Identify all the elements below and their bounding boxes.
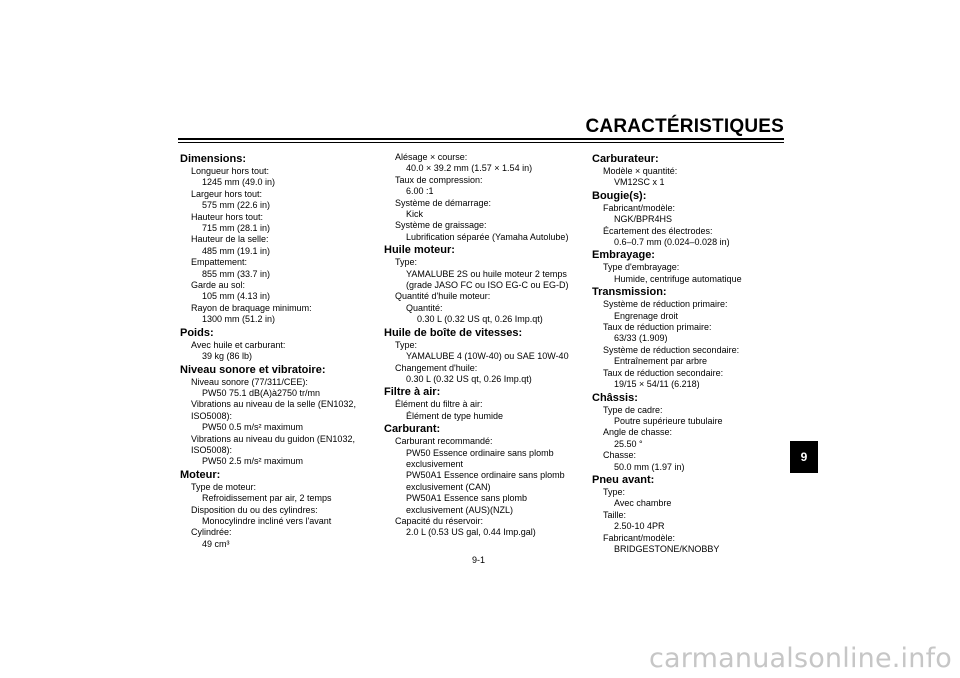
spec-value: 40.0 × 39.2 mm (1.57 × 1.54 in) bbox=[406, 163, 533, 174]
spec-value: exclusivement (AUS)(NZL) bbox=[406, 504, 514, 515]
spec-label: Vibrations au niveau du guidon (EN1032, bbox=[191, 433, 355, 444]
spec-value: Refroidissement par air, 2 temps bbox=[202, 493, 332, 504]
spec-label: Type: bbox=[395, 339, 418, 350]
spec-label: Écartement des électrodes: bbox=[603, 225, 713, 236]
spec-column-3 bbox=[592, 152, 792, 555]
chapter-tab: 9 bbox=[790, 441, 818, 473]
section-heading: Huile moteur: bbox=[384, 244, 455, 257]
section-heading: Poids: bbox=[180, 326, 214, 339]
spec-value: Monocylindre incliné vers l'avant bbox=[202, 515, 332, 526]
spec-label: Changement d'huile: bbox=[395, 362, 478, 373]
spec-value: PW50 75.1 dB(A)à2750 tr/mn bbox=[202, 387, 321, 398]
spec-value: Poutre supérieure tubulaire bbox=[614, 415, 723, 426]
section-heading: Pneu avant: bbox=[592, 473, 655, 486]
spec-label: Taux de réduction secondaire: bbox=[603, 367, 724, 378]
spec-value: exclusivement bbox=[406, 458, 464, 469]
spec-value: PW50A1 Essence ordinaire sans plomb bbox=[406, 470, 565, 481]
spec-value: 2.50-10 4PR bbox=[614, 521, 665, 532]
spec-label: Vibrations au niveau de la selle (EN1032, bbox=[191, 399, 356, 410]
spec-label: Système de graissage: bbox=[395, 220, 487, 231]
spec-label: Type d'embrayage: bbox=[603, 262, 680, 273]
spec-label: Largeur hors tout: bbox=[191, 188, 263, 199]
spec-value: Entraînement par arbre bbox=[614, 356, 708, 367]
header-rule-thick bbox=[178, 138, 784, 140]
spec-column-1 bbox=[180, 152, 380, 550]
page-title: CARACTÉRISTIQUES bbox=[585, 116, 784, 137]
spec-value: 25.50 ° bbox=[614, 438, 643, 449]
spec-label: ISO5008): bbox=[191, 444, 233, 455]
spec-column-2 bbox=[384, 152, 584, 539]
spec-value: (grade JASO FC ou ISO EG-C ou EG-D) bbox=[406, 280, 569, 291]
section-heading: Huile de boîte de vitesses: bbox=[384, 326, 523, 339]
spec-label: Niveau sonore (77/311/CEE): bbox=[191, 376, 308, 387]
page-number: 9-1 bbox=[472, 555, 486, 565]
spec-value: Kick bbox=[406, 209, 424, 220]
spec-label: Longueur hors tout: bbox=[191, 166, 270, 176]
spec-label: Rayon de braquage minimum: bbox=[191, 302, 312, 313]
spec-label: Taux de compression: bbox=[395, 174, 483, 185]
spec-label: Empattement: bbox=[191, 257, 248, 268]
spec-value: 575 mm (22.6 in) bbox=[202, 200, 271, 211]
header-rule-thin bbox=[178, 142, 784, 143]
spec-label: Taille: bbox=[603, 509, 627, 520]
spec-label: Hauteur hors tout: bbox=[191, 211, 264, 222]
spec-label: Cylindrée: bbox=[191, 527, 232, 538]
spec-value: Quantité: bbox=[406, 302, 443, 313]
spec-value: BRIDGESTONE/KNOBBY bbox=[614, 543, 720, 554]
section-heading: Carburateur: bbox=[592, 153, 659, 165]
spec-value: 855 mm (33.7 in) bbox=[202, 268, 271, 279]
section-heading: Dimensions: bbox=[180, 153, 247, 165]
spec-value: 50.0 mm (1.97 in) bbox=[614, 461, 685, 472]
spec-value: 49 cm³ bbox=[202, 538, 230, 549]
spec-label: Système de réduction secondaire: bbox=[603, 344, 740, 355]
spec-label: Angle de chasse: bbox=[603, 427, 673, 438]
spec-label: Capacité du réservoir: bbox=[395, 515, 484, 526]
spec-label: Type: bbox=[395, 257, 418, 268]
spec-value: Lubrification séparée (Yamaha Autolube) bbox=[406, 231, 569, 242]
section-heading: Transmission: bbox=[592, 286, 667, 299]
spec-label: Hauteur de la selle: bbox=[191, 234, 269, 245]
spec-value: Avec chambre bbox=[614, 498, 672, 509]
section-heading: Châssis: bbox=[592, 391, 638, 404]
spec-value: 1300 mm (51.2 in) bbox=[202, 314, 276, 325]
section-heading: Moteur: bbox=[180, 468, 221, 481]
spec-value: 0.6–0.7 mm (0.024–0.028 in) bbox=[614, 237, 730, 248]
section-heading: Niveau sonore et vibratoire: bbox=[180, 363, 326, 376]
spec-value: 485 mm (19.1 in) bbox=[202, 245, 271, 256]
spec-value: 715 mm (28.1 in) bbox=[202, 223, 271, 234]
spec-label: Carburant recommandé: bbox=[395, 436, 493, 447]
spec-value: 6.00 :1 bbox=[406, 186, 434, 197]
spec-value: NGK/BPR4HS bbox=[614, 214, 673, 225]
spec-value: Élément de type humide bbox=[406, 410, 504, 421]
spec-label: Type de cadre: bbox=[603, 404, 663, 415]
spec-value: YAMALUBE 2S ou huile moteur 2 temps bbox=[406, 268, 567, 279]
spec-value: 0.30 L (0.32 US qt, 0.26 Imp.qt) bbox=[417, 314, 543, 325]
spec-label: Type de moteur: bbox=[191, 481, 257, 492]
watermark: carmanualsonline.info bbox=[649, 643, 952, 674]
spec-value: PW50 0.5 m/s² maximum bbox=[202, 422, 304, 433]
spec-label: Type: bbox=[603, 486, 626, 497]
spec-value: VM12SC x 1 bbox=[614, 177, 665, 188]
spec-value: 1245 mm (49.0 in) bbox=[202, 177, 276, 188]
spec-label: Fabricant/modèle: bbox=[603, 532, 676, 543]
spec-value: exclusivement (CAN) bbox=[406, 481, 491, 492]
spec-label: Alésage × course: bbox=[395, 152, 468, 162]
spec-label: Garde au sol: bbox=[191, 280, 246, 291]
spec-label: Quantité d'huile moteur: bbox=[395, 291, 491, 302]
spec-value: Humide, centrifuge automatique bbox=[614, 273, 742, 284]
spec-label: Fabricant/modèle: bbox=[603, 202, 676, 213]
spec-value: PW50 Essence ordinaire sans plomb bbox=[406, 447, 554, 458]
spec-value: 63/33 (1.909) bbox=[614, 333, 668, 344]
spec-label: Système de démarrage: bbox=[395, 197, 492, 208]
spec-value: PW50 2.5 m/s² maximum bbox=[202, 456, 304, 467]
spec-value: 105 mm (4.13 in) bbox=[202, 291, 271, 302]
spec-label: Système de réduction primaire: bbox=[603, 299, 728, 310]
spec-value: PW50A1 Essence sans plomb bbox=[406, 493, 528, 504]
spec-label: Disposition du ou des cylindres: bbox=[191, 504, 318, 515]
spec-value: 19/15 × 54/11 (6.218) bbox=[614, 379, 700, 390]
spec-label: Modèle × quantité: bbox=[603, 166, 678, 176]
section-heading: Embrayage: bbox=[592, 249, 655, 262]
section-heading: Carburant: bbox=[384, 423, 441, 436]
section-heading: Filtre à air: bbox=[384, 386, 441, 399]
spec-value: 0.30 L (0.32 US qt, 0.26 Imp.qt) bbox=[406, 373, 532, 384]
spec-label: Taux de réduction primaire: bbox=[603, 322, 712, 333]
spec-label: Chasse: bbox=[603, 450, 637, 461]
spec-value: 2.0 L (0.53 US gal, 0.44 Imp.gal) bbox=[406, 527, 536, 538]
spec-label: Élément du filtre à air: bbox=[395, 399, 483, 410]
spec-label: ISO5008): bbox=[191, 410, 233, 421]
spec-label: Avec huile et carburant: bbox=[191, 339, 286, 350]
spec-value: 39 kg (86 lb) bbox=[202, 351, 253, 362]
section-heading: Bougie(s): bbox=[592, 189, 647, 202]
spec-value: YAMALUBE 4 (10W-40) ou SAE 10W-40 bbox=[406, 351, 569, 362]
spec-value: Engrenage droit bbox=[614, 310, 679, 321]
